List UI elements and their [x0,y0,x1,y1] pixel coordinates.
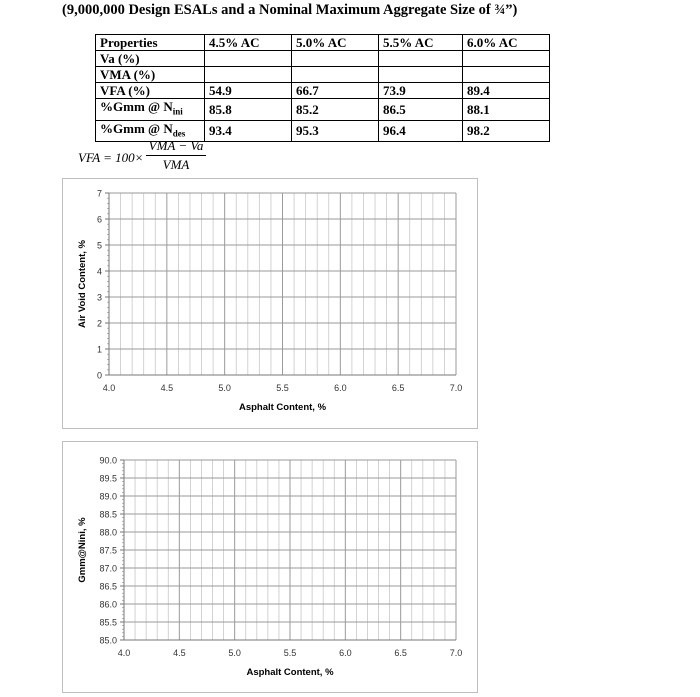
y-tick-label: 6 [96,214,102,225]
row-label: Va (%) [96,51,205,67]
x-tick-label: 4.0 [117,648,131,658]
table-cell: 54.9 [205,83,292,99]
y-tick-label: 87.0 [99,563,117,574]
x-tick-label: 6.5 [394,648,407,658]
x-axis-label: Asphalt Content, % [238,402,327,413]
y-tick-label: 85.5 [99,617,117,628]
page-title: (9,000,000 Design ESALs and a Nominal Maximum Aggregate Size of ¾”) [62,2,518,18]
x-tick-label: 5.5 [276,383,289,393]
y-tick-label: 7 [96,188,102,199]
table-cell: 85.2 [292,99,379,121]
table-cell [379,51,463,67]
row-label: VMA (%) [96,67,205,83]
table-row [96,51,550,67]
x-tick-label: 4.5 [160,383,174,393]
row-label-text: %Gmm @ N [100,99,173,114]
table-cell: 88.1 [463,99,550,121]
x-tick-label: 6.0 [339,648,352,658]
x-tick-label: 7.0 [449,383,463,393]
x-tick-label: 7.0 [449,648,463,658]
y-tick-label: 90.0 [99,455,117,466]
table-cell [379,67,463,83]
formula-denominator: VMA [162,157,190,172]
column-header: 4.5% AC [205,35,292,51]
x-axis-label: Asphalt Content, % [246,667,334,678]
table-row [96,99,550,121]
gmm-nini-chart-frame [62,441,478,693]
y-tick-label: 2 [96,318,102,329]
row-label-subscript: des [172,128,186,139]
table-row [96,83,550,99]
column-header: 5.0% AC [292,35,379,51]
properties-table [95,34,550,142]
x-tick-label: 6.5 [391,383,405,393]
table-cell: 73.9 [379,83,463,99]
table-cell: 89.4 [463,83,550,99]
y-axis-label: Air Void Content, % [77,240,88,328]
table-cell: 66.7 [292,83,379,99]
y-tick-label: 89.5 [99,473,117,484]
table-cell: 95.3 [292,120,379,142]
table-cell [463,51,550,67]
x-tick-label: 6.0 [334,383,347,393]
column-header: Properties [96,35,205,51]
formula-fraction [146,138,206,173]
y-tick-label: 88.5 [99,509,117,520]
column-header: 5.5% AC [379,35,463,51]
y-tick-label: 5 [96,240,102,251]
y-tick-label: 87.5 [99,545,117,556]
table-cell: 93.4 [205,120,292,142]
table-cell [205,67,292,83]
x-tick-label: 5.5 [283,648,297,658]
y-tick-label: 0 [96,370,102,381]
air-void-chart [63,179,477,428]
x-tick-label: 4.0 [102,383,116,393]
y-tick-label: 86.5 [99,581,117,592]
table-cell [205,51,292,67]
y-tick-label: 3 [96,292,102,303]
x-tick-label: 5.0 [228,648,241,658]
table-cell: 96.4 [379,120,463,142]
gmm-nini-chart [63,442,477,692]
formula-lhs: VFA = 100× [78,150,144,165]
x-tick-label: 4.5 [173,648,186,658]
y-tick-label: 1 [96,344,102,355]
row-label-text: %Gmm @ N [100,120,173,136]
column-header: 6.0% AC [463,35,550,51]
y-tick-label: 88.0 [99,527,117,538]
y-tick-label: 85.0 [99,635,117,646]
x-tick-label: 5.0 [218,383,231,393]
table-row [96,67,550,83]
y-tick-label: 89.0 [99,491,117,502]
air-void-chart-frame [62,178,478,429]
table-header-row [96,35,550,51]
table-cell [292,51,379,67]
y-tick-label: 4 [96,266,102,277]
table-cell [292,67,379,83]
table-cell [463,67,550,83]
table-cell: 98.2 [463,120,550,142]
table-cell: 86.5 [379,99,463,121]
row-label [96,99,205,121]
row-label: VFA (%) [96,83,205,99]
y-tick-label: 86.0 [99,599,117,610]
y-axis-label: Gmm@Nini, % [77,517,88,583]
row-label-subscript: ini [172,106,183,117]
formula-numerator: VMA − Va [146,138,206,156]
table-cell: 85.8 [205,99,292,121]
